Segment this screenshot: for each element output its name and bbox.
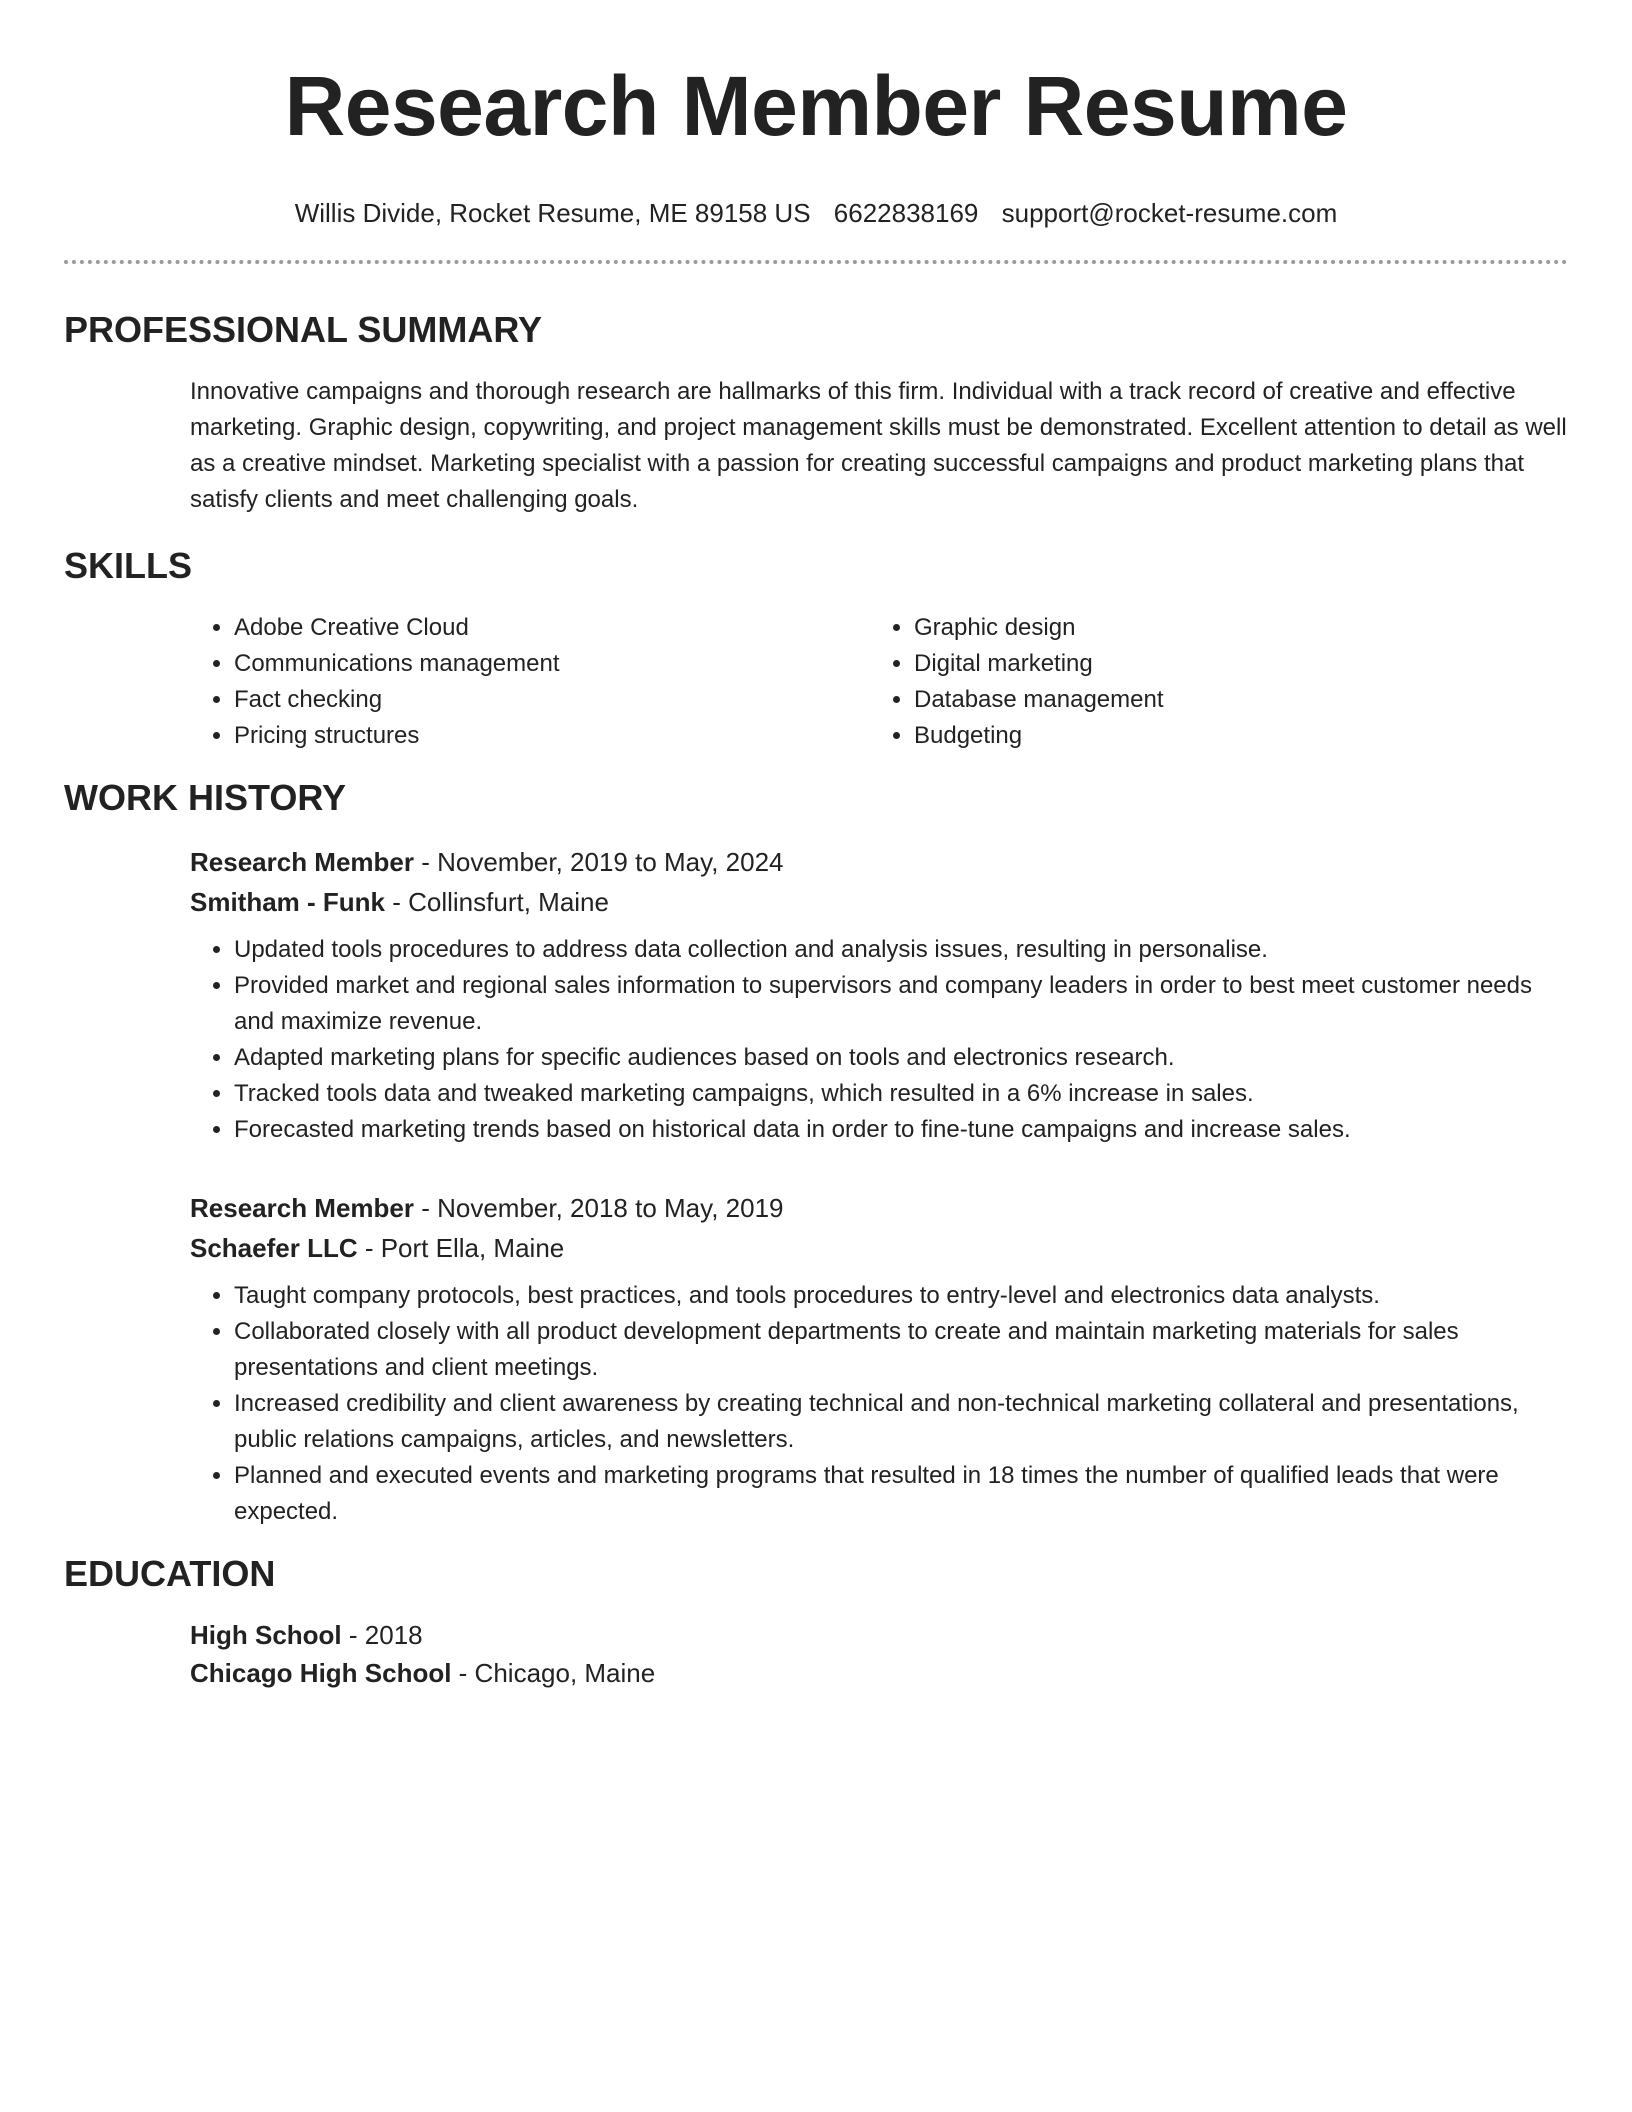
job-company-line bbox=[190, 882, 1568, 922]
contact-line bbox=[64, 196, 1568, 230]
job-bullet: • Tracked tools data and tweaked marketing campaigns, which resulted in a 6% increase in sales. bbox=[234, 1076, 1568, 1112]
skills-column-left bbox=[190, 610, 870, 754]
work-history-heading: WORK HISTORY bbox=[64, 777, 347, 818]
skills-heading: SKILLS bbox=[64, 545, 193, 586]
job-company: Schaefer LLC bbox=[190, 1233, 358, 1263]
summary-heading: PROFESSIONAL SUMMARY bbox=[64, 309, 543, 350]
job-bullet: • Adapted marketing plans for specific audiences based on tools and electronics research. bbox=[234, 1040, 1568, 1076]
job-role-line bbox=[190, 842, 1568, 882]
job-role-line bbox=[190, 1188, 1568, 1228]
skill-item: • Communications management bbox=[234, 646, 870, 682]
job-bullets bbox=[190, 1278, 1568, 1530]
job-company-line bbox=[190, 1228, 1568, 1268]
skill-item: • Pricing structures bbox=[234, 718, 870, 754]
job-bullet: • Increased credibility and client awareness by creating technical and non-technical marketing collateral and presentations, public relations campaigns, articles, and newsletters. bbox=[234, 1386, 1568, 1458]
education-degree-line bbox=[190, 1616, 1568, 1654]
education-heading: EDUCATION bbox=[64, 1553, 276, 1594]
job-bullet: • Provided market and regional sales information to supervisors and company leaders in order to best meet customer needs and maximize revenue. bbox=[234, 968, 1568, 1040]
job-bullet: • Taught company protocols, best practices, and tools procedures to entry-level and electronics data analysts. bbox=[234, 1278, 1568, 1314]
job-entry bbox=[190, 1188, 1568, 1530]
job-role: Research Member bbox=[190, 1193, 414, 1223]
education-year: - 2018 bbox=[341, 1620, 423, 1650]
job-entry bbox=[190, 842, 1568, 1148]
education-school-line bbox=[190, 1654, 1568, 1692]
job-bullet: • Collaborated closely with all product development departments to create and maintain marketing materials for sales presentations and client meetings. bbox=[234, 1314, 1568, 1386]
education-location: - Chicago, Maine bbox=[451, 1658, 656, 1688]
resume-title: Research Member Resume bbox=[284, 59, 1348, 153]
contact-address: Willis Divide, Rocket Resume, ME 89158 US bbox=[294, 198, 811, 228]
job-bullet: • Planned and executed events and marketing programs that resulted in 18 times the number of qualified leads that were expected. bbox=[234, 1458, 1568, 1530]
job-dates: - November, 2019 to May, 2024 bbox=[414, 847, 784, 877]
skills-column-right bbox=[870, 610, 1550, 754]
summary-text: Innovative campaigns and thorough research are hallmarks of this firm. Individual with a track record of creative and effective marketing. Graphic design, copywriting, and project management skills must be demonstrated. Excellent attention to detail as well as a creative mindset. Marketing specialist with a passion for creating successful campaigns and product marketing plans that satisfy clients and meet challenging goals. bbox=[190, 378, 1567, 513]
job-company: Smitham - Funk bbox=[190, 887, 386, 917]
skill-item: • Adobe Creative Cloud bbox=[234, 610, 870, 646]
contact-phone: 6622838169 bbox=[833, 198, 979, 228]
job-bullet: • Updated tools procedures to address data collection and analysis issues, resulting in personalise. bbox=[234, 932, 1568, 968]
job-bullet: • Forecasted marketing trends based on historical data in order to fine-tune campaigns and increase sales. bbox=[234, 1112, 1568, 1148]
contact-email: support@rocket-resume.com bbox=[1001, 198, 1338, 228]
skill-item: • Digital marketing bbox=[914, 646, 1550, 682]
skills-list bbox=[190, 610, 1568, 754]
job-bullets bbox=[190, 932, 1568, 1148]
education-entry bbox=[190, 1616, 1568, 1692]
job-role: Research Member bbox=[190, 847, 414, 877]
skill-item: • Graphic design bbox=[914, 610, 1550, 646]
skill-item: • Database management bbox=[914, 682, 1550, 718]
header-divider bbox=[64, 260, 1568, 264]
skill-item: • Budgeting bbox=[914, 718, 1550, 754]
education-school: Chicago High School bbox=[190, 1658, 452, 1688]
job-location: - Port Ella, Maine bbox=[357, 1233, 565, 1263]
job-dates: - November, 2018 to May, 2019 bbox=[414, 1193, 784, 1223]
job-location: - Collinsfurt, Maine bbox=[385, 887, 609, 917]
education-degree: High School bbox=[190, 1620, 342, 1650]
skill-item: • Fact checking bbox=[234, 682, 870, 718]
